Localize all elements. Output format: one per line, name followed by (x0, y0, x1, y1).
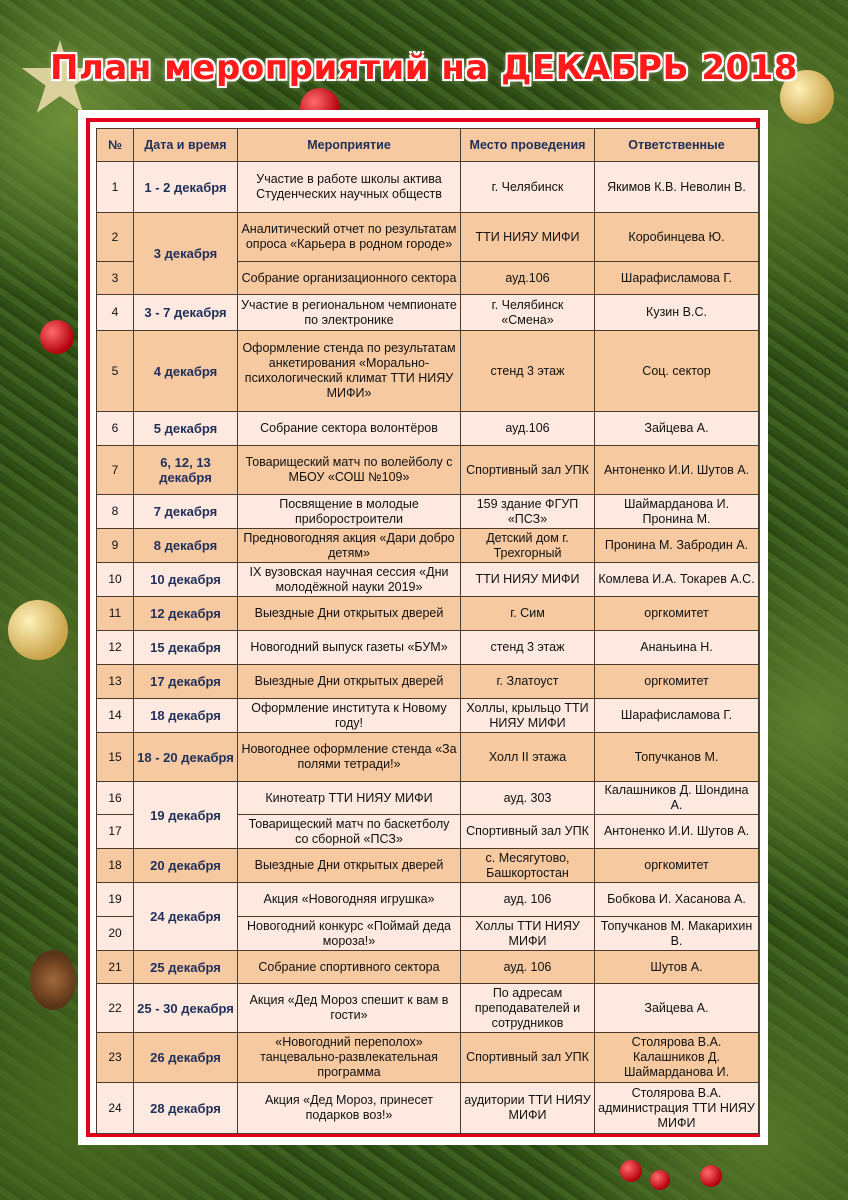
table-row (97, 529, 759, 563)
row-number: 7 (97, 446, 134, 495)
table-row (97, 699, 759, 733)
row-place: По адресам преподавателей и сотрудников (461, 984, 595, 1033)
table-row (97, 883, 759, 917)
row-responsible: Якимов К.В. Неволин В. (595, 162, 759, 213)
row-number: 8 (97, 495, 134, 529)
row-number: 10 (97, 563, 134, 597)
row-event: Выездные Дни открытых дверей (238, 665, 461, 699)
row-number: 1 (97, 162, 134, 213)
row-responsible: Шарафисламова Г. (595, 699, 759, 733)
row-event: Посвящение в молодые приборостроители (238, 495, 461, 529)
row-event: Новогодний выпуск газеты «БУМ» (238, 631, 461, 665)
table-row (97, 412, 759, 446)
row-number: 13 (97, 665, 134, 699)
table-row (97, 1033, 759, 1083)
row-number: 18 (97, 849, 134, 883)
row-place: стенд 3 этаж (461, 331, 595, 412)
row-event: Собрание спортивного сектора (238, 951, 461, 984)
row-place: с. Месягутово, Башкортостан (461, 849, 595, 883)
row-event: Оформление стенда по результатам анкетирования «Морально-психологический климат ТТИ НИЯУ МИФИ» (238, 331, 461, 412)
row-date: 17 декабря (134, 665, 238, 699)
row-place: Холл II этажа (461, 733, 595, 782)
row-responsible: Столярова В.А. Калашников Д. Шаймарданова И. (595, 1033, 759, 1083)
row-number: 16 (97, 782, 134, 815)
row-event: IX вузовская научная сессия «Дни молодёжной науки 2019» (238, 563, 461, 597)
row-event: Акция «Дед Мороз спешит к вам в гости» (238, 984, 461, 1033)
row-place: г. Златоуст (461, 665, 595, 699)
red-berry-icon (650, 1170, 670, 1190)
row-number: 20 (97, 917, 134, 951)
row-event: Участие в работе школы актива Студенческих научных обществ (238, 162, 461, 213)
row-event: Предновогодняя акция «Дари добро детям» (238, 529, 461, 563)
row-responsible: оргкомитет (595, 849, 759, 883)
row-date: 5 декабря (134, 412, 238, 446)
row-responsible: Коробинцева Ю. (595, 213, 759, 262)
row-responsible: Кузин В.С. (595, 295, 759, 331)
row-date: 18 - 20 декабря (134, 733, 238, 782)
row-number: 6 (97, 412, 134, 446)
table-row (97, 665, 759, 699)
row-number: 4 (97, 295, 134, 331)
row-date: 4 декабря (134, 331, 238, 412)
row-responsible: Топучканов М. (595, 733, 759, 782)
row-responsible: Соц. сектор (595, 331, 759, 412)
row-number: 24 (97, 1083, 134, 1134)
table-row (97, 213, 759, 262)
row-responsible: Зайцева А. (595, 412, 759, 446)
row-place: г. Челябинск «Смена» (461, 295, 595, 331)
gold-ornament-icon (8, 600, 68, 660)
table-row (97, 597, 759, 631)
row-event: Участие в региональном чемпионате по электронике (238, 295, 461, 331)
row-date: 3 - 7 декабря (134, 295, 238, 331)
schedule-frame-border (86, 118, 760, 1137)
row-place: 159 здание ФГУП «ПСЗ» (461, 495, 595, 529)
row-event: Оформление института к Новому году! (238, 699, 461, 733)
row-place: ауд.106 (461, 262, 595, 295)
row-event: Кинотеатр ТТИ НИЯУ МИФИ (238, 782, 461, 815)
table-row (97, 563, 759, 597)
row-responsible: Шаймарданова И. Пронина М. (595, 495, 759, 529)
table-row (97, 162, 759, 213)
row-date: 24 декабря (134, 883, 238, 951)
row-place: Холлы ТТИ НИЯУ МИФИ (461, 917, 595, 951)
table-row (97, 951, 759, 984)
row-date: 1 - 2 декабря (134, 162, 238, 213)
row-responsible: оргкомитет (595, 597, 759, 631)
table-row (97, 295, 759, 331)
row-responsible: Антоненко И.И. Шутов А. (595, 446, 759, 495)
red-berry-icon (620, 1160, 642, 1182)
row-number: 19 (97, 883, 134, 917)
row-responsible: Зайцева А. (595, 984, 759, 1033)
row-responsible: оргкомитет (595, 665, 759, 699)
schedule-frame (78, 110, 768, 1145)
row-date: 25 - 30 декабря (134, 984, 238, 1033)
table-row (97, 446, 759, 495)
row-place: г. Челябинск (461, 162, 595, 213)
row-place: Холлы, крыльцо ТТИ НИЯУ МИФИ (461, 699, 595, 733)
row-responsible: Калашников Д. Шондина А. (595, 782, 759, 815)
row-responsible: Антоненко И.И. Шутов А. (595, 815, 759, 849)
header-event: Мероприятие (238, 129, 461, 162)
table-row (97, 495, 759, 529)
row-place: ТТИ НИЯУ МИФИ (461, 563, 595, 597)
row-place: ауд. 106 (461, 951, 595, 984)
row-date: 18 декабря (134, 699, 238, 733)
row-date: 8 декабря (134, 529, 238, 563)
row-responsible: Комлева И.А. Токарев А.С. (595, 563, 759, 597)
row-place: ауд. 303 (461, 782, 595, 815)
row-date: 10 декабря (134, 563, 238, 597)
row-number: 12 (97, 631, 134, 665)
row-number: 21 (97, 951, 134, 984)
red-ornament-icon (40, 320, 74, 354)
row-date: 26 декабря (134, 1033, 238, 1083)
table-row (97, 782, 759, 815)
header-date: Дата и время (134, 129, 238, 162)
events-table (96, 128, 759, 1134)
row-date: 7 декабря (134, 495, 238, 529)
row-event: Акция «Дед Мороз, принесет подарков воз!» (238, 1083, 461, 1134)
row-date: 12 декабря (134, 597, 238, 631)
row-event: Акция «Новогодняя игрушка» (238, 883, 461, 917)
row-place: Спортивный зал УПК (461, 446, 595, 495)
row-responsible: Столярова В.А. администрация ТТИ НИЯУ МИФИ (595, 1083, 759, 1134)
table-row (97, 631, 759, 665)
row-date: 3 декабря (134, 213, 238, 295)
row-responsible: Шутов А. (595, 951, 759, 984)
header-responsible: Ответственные (595, 129, 759, 162)
row-date: 6, 12, 13 декабря (134, 446, 238, 495)
row-place: Спортивный зал УПК (461, 1033, 595, 1083)
row-place: г. Сим (461, 597, 595, 631)
table-row (97, 1083, 759, 1134)
table-row (97, 849, 759, 883)
row-number: 3 (97, 262, 134, 295)
row-event: Собрание организационного сектора (238, 262, 461, 295)
row-number: 22 (97, 984, 134, 1033)
row-responsible: Ананьина Н. (595, 631, 759, 665)
row-responsible: Бобкова И. Хасанова А. (595, 883, 759, 917)
row-date: 19 декабря (134, 782, 238, 849)
row-event: «Новогодний переполох» танцевально-развлекательная программа (238, 1033, 461, 1083)
row-number: 17 (97, 815, 134, 849)
page-title: План мероприятий на ДЕКАБРЬ 2018 (50, 48, 798, 88)
table-row (97, 331, 759, 412)
table-row (97, 984, 759, 1033)
row-date: 15 декабря (134, 631, 238, 665)
row-date: 25 декабря (134, 951, 238, 984)
row-place: ауд.106 (461, 412, 595, 446)
row-event: Собрание сектора волонтёров (238, 412, 461, 446)
row-number: 23 (97, 1033, 134, 1083)
row-number: 14 (97, 699, 134, 733)
row-place: ауд. 106 (461, 883, 595, 917)
row-responsible: Шарафисламова Г. (595, 262, 759, 295)
row-event: Товарищеский матч по баскетболу со сборной «ПСЗ» (238, 815, 461, 849)
row-place: стенд 3 этаж (461, 631, 595, 665)
row-number: 2 (97, 213, 134, 262)
row-place: ТТИ НИЯУ МИФИ (461, 213, 595, 262)
row-place: Детский дом г. Трехгорный (461, 529, 595, 563)
row-event: Аналитический отчет по результатам опроса «Карьера в родном городе» (238, 213, 461, 262)
header-place: Место проведения (461, 129, 595, 162)
row-responsible: Топучканов М. Макарихин В. (595, 917, 759, 951)
row-number: 11 (97, 597, 134, 631)
table-row (97, 733, 759, 782)
row-number: 5 (97, 331, 134, 412)
pinecone-icon (30, 950, 76, 1010)
row-place: Спортивный зал УПК (461, 815, 595, 849)
row-event: Новогодний конкурс «Поймай деда мороза!» (238, 917, 461, 951)
row-number: 9 (97, 529, 134, 563)
row-date: 20 декабря (134, 849, 238, 883)
row-responsible: Пронина М. Забродин А. (595, 529, 759, 563)
header-number: № (97, 129, 134, 162)
row-event: Товарищеский матч по волейболу с МБОУ «СОШ №109» (238, 446, 461, 495)
row-event: Выездные Дни открытых дверей (238, 597, 461, 631)
row-event: Новогоднее оформление стенда «За полями тетради!» (238, 733, 461, 782)
row-place: аудитории ТТИ НИЯУ МИФИ (461, 1083, 595, 1134)
row-event: Выездные Дни открытых дверей (238, 849, 461, 883)
red-berry-icon (700, 1165, 722, 1187)
row-date: 28 декабря (134, 1083, 238, 1134)
row-number: 15 (97, 733, 134, 782)
